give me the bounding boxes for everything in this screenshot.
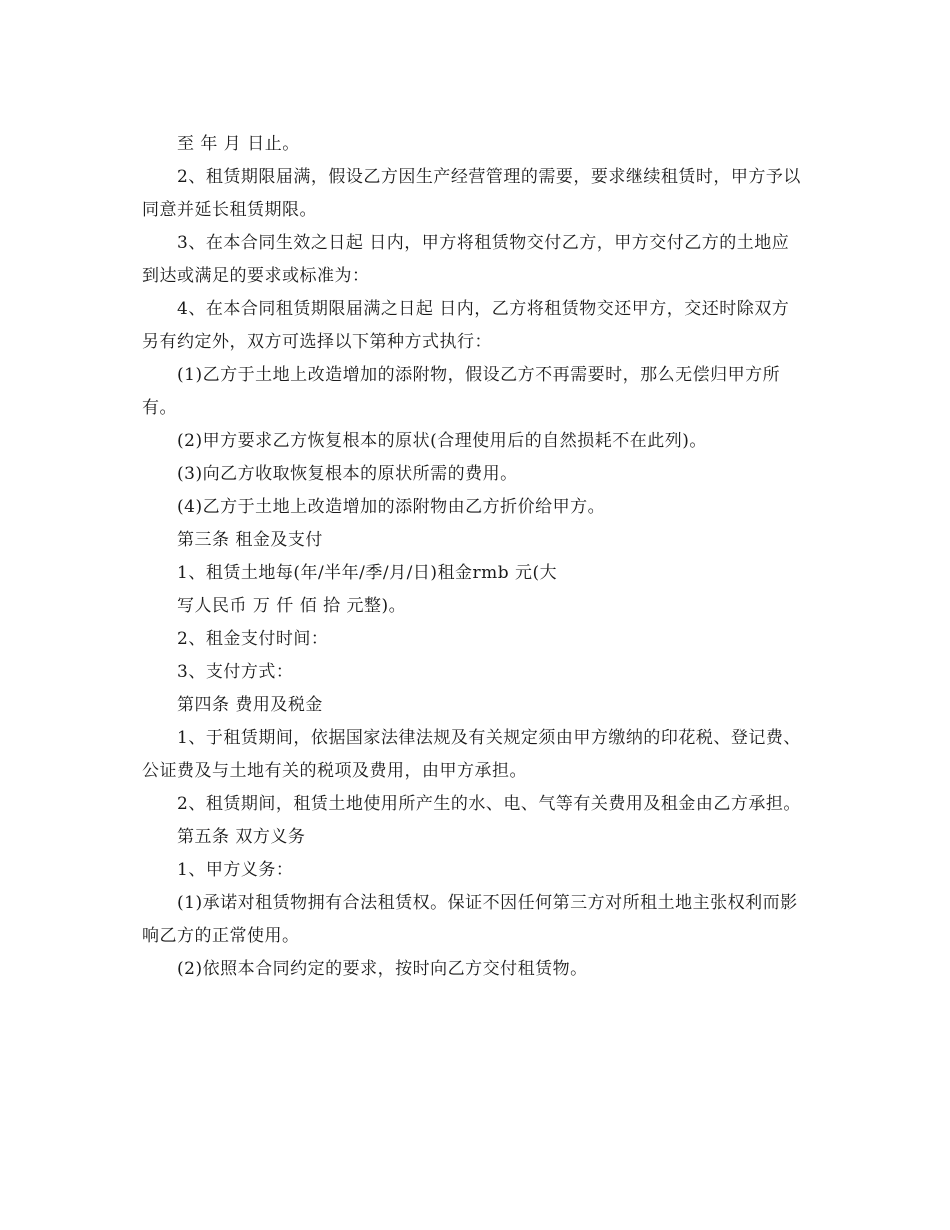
paragraph: 4、在本合同租赁期限届满之日起 日内，乙方将租赁物交还甲方，交还时除双方另有约定外，双方可选择以下第种方式执行： [142, 299, 790, 352]
paragraph: (2)依照本合同约定的要求，按时向乙方交付租赁物。 [177, 959, 588, 979]
section-heading: 第三条 租金及支付 [177, 530, 323, 550]
paragraph: 1、甲方义务： [177, 860, 294, 880]
paragraph: 2、租金支付时间： [177, 629, 329, 649]
section-heading: 第四条 费用及税金 [177, 695, 323, 715]
paragraph: 2、租赁期限届满，假设乙方因生产经营管理的需要，要求继续租赁时，甲方予以同意并延长租赁期限。 [142, 167, 801, 220]
paragraph: 写人民币 万 仟 佰 拾 元整)。 [177, 596, 407, 616]
paragraph: 1、于租赁期间，依据国家法律法规及有关规定须由甲方缴纳的印花税、登记费、公证费及与土地有关的税项及费用，由甲方承担。 [142, 728, 801, 781]
paragraph: 3、在本合同生效之日起 日内，甲方将租赁物交付乙方，甲方交付乙方的土地应到达或满足的要求或标准为： [142, 233, 790, 286]
paragraph: 2、租赁期间，租赁土地使用所产生的水、电、气等有关费用及租金由乙方承担。 [177, 794, 801, 814]
paragraph: (2)甲方要求乙方恢复根本的原状(合理使用后的自然损耗不在此列)。 [177, 431, 707, 451]
paragraph: (3)向乙方收取恢复根本的原状所需的费用。 [177, 464, 518, 484]
paragraph: 1、租赁土地每(年/半年/季/月/日)租金rmb 元(大 [177, 563, 558, 583]
section-heading: 第五条 双方义务 [177, 827, 306, 847]
paragraph: 至 年 月 日止。 [177, 134, 300, 154]
paragraph: (1)承诺对租赁物拥有合法租赁权。保证不因任何第三方对所租土地主张权利而影响乙方的正常使用。 [142, 893, 798, 946]
paragraph: (1)乙方于土地上改造增加的添附物，假设乙方不再需要时，那么无偿归甲方所有。 [142, 365, 781, 418]
document-body [142, 128, 806, 986]
paragraph: 3、支付方式： [177, 662, 294, 682]
paragraph: (4)乙方于土地上改造增加的添附物由乙方折价给甲方。 [177, 497, 606, 517]
